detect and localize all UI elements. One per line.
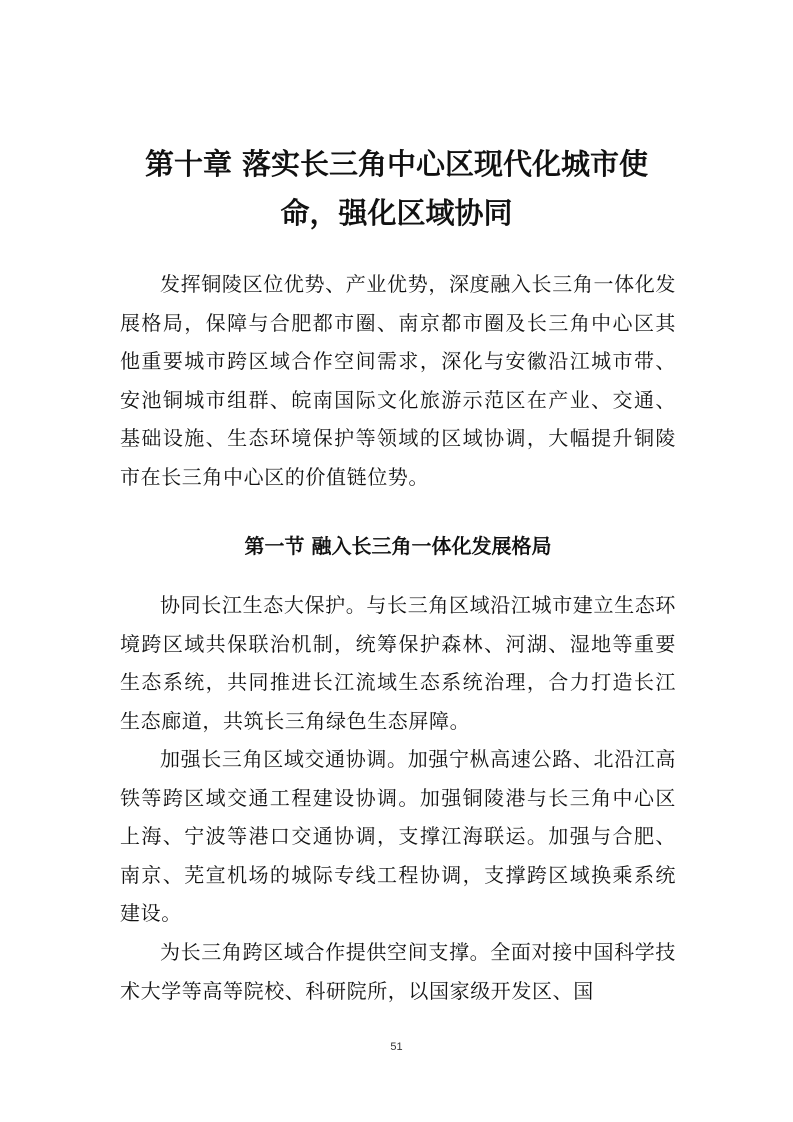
chapter-title [100,140,693,238]
intro-paragraph: 发挥铜陵区位优势、产业优势，深度融入长三角一体化发展格局，保障与合肥都市圈、南京都市圈及长三角中心区其他重要城市跨区域合作空间需求，深化与安徽沿江城市带、安池铜城市组群、皖南国际文化旅游示范区在产业、交通、基础设施、生态环境保护等领域的区域协调，大幅提升铜陵市在长三角中心区的价值链位势。 [120,272,676,489]
paragraph-spatial-support [120,933,676,1010]
paragraph-lead: 加强长三角区域交通协调。 [160,747,408,771]
paragraph-transport [120,740,676,933]
chapter-title-line-1: 第十章 落实长三角中心区现代化城市使 [144,147,649,181]
paragraph-ecology [120,586,676,740]
chapter-title-line-2: 命，强化区域协同 [280,196,513,230]
section-title: 第一节 融入长三角一体化发展格局 [244,534,552,558]
paragraph-lead: 为长三角跨区域合作提供空间支撑。 [160,940,491,964]
paragraph-body: 与长三角区域沿江城市建立生态环境跨区域共保联治机制，统筹保护森林、河湖、湿地等重要生态系统，共同推进长江流域生态系统治理，合力打造长江生态廊道，共筑长三角绿色生态屏障。 [120,593,677,733]
paragraph-body: 全面对接中国科学技术大学等高等院校、科研院所，以国家级开发区、国 [120,940,676,1003]
page-number: 51 [390,1041,403,1053]
paragraph-body: 加强宁枞高速公路、北沿江高铁等跨区域交通工程建设协调。加强铜陵港与长三角中心区上海、宁波等港口交通协调，支撑江海联运。加强与合肥、南京、芜宣机场的城际专线工程协调，支撑跨区域换乘系统建设。 [120,747,676,926]
paragraph-lead: 协同长江生态大保护。 [160,593,367,617]
